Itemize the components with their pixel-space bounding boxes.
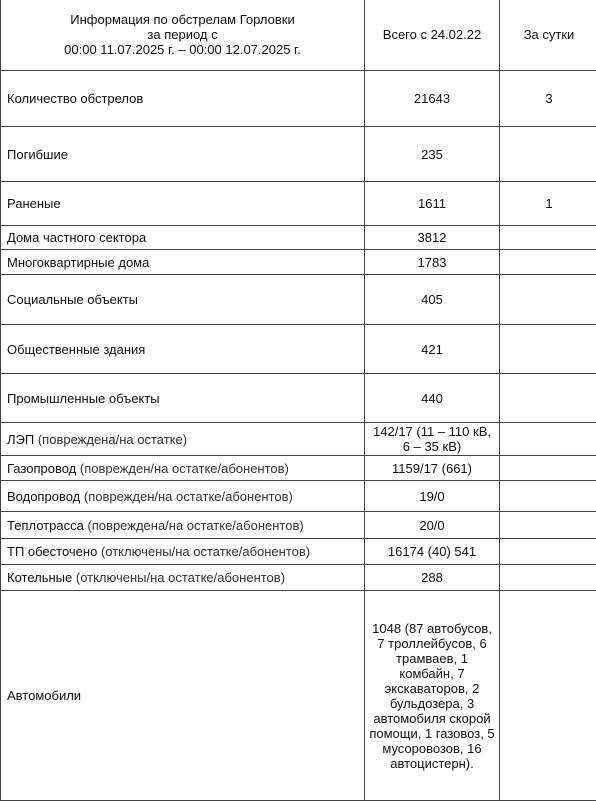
table-row xyxy=(1,226,596,250)
row-label-sub: (повреждена/на остатке/абонентов) xyxy=(87,518,303,533)
row-label-main: Социальные объекты xyxy=(7,292,138,307)
row-total: 1783 xyxy=(365,250,500,275)
row-label xyxy=(1,275,365,325)
table-row xyxy=(1,374,596,423)
row-label-main: Промышленные объекты xyxy=(7,391,160,406)
row-label xyxy=(1,456,365,481)
row-day xyxy=(500,481,596,512)
row-total: 21643 xyxy=(365,71,500,127)
row-label xyxy=(1,182,365,226)
table-row xyxy=(1,423,596,456)
row-label-main: ТП обесточено xyxy=(7,544,97,559)
row-day xyxy=(500,539,596,565)
row-label xyxy=(1,226,365,250)
row-day xyxy=(500,456,596,481)
row-label-sub: (отключены/на остатке/абонентов) xyxy=(76,570,285,585)
row-total: 1611 xyxy=(365,182,500,226)
row-total: 3812 xyxy=(365,226,500,250)
table-row xyxy=(1,512,596,539)
row-label-main: ЛЭП xyxy=(7,432,34,447)
row-total: 19/0 xyxy=(365,481,500,512)
row-day: 3 xyxy=(500,71,596,127)
row-day xyxy=(500,127,596,182)
table-row xyxy=(1,565,596,591)
row-day xyxy=(500,591,596,801)
header-title-cell xyxy=(1,0,365,71)
row-label-main: Раненые xyxy=(7,196,61,211)
row-day: 1 xyxy=(500,182,596,226)
row-label-main: Количество обстрелов xyxy=(7,91,143,106)
table-row xyxy=(1,127,596,182)
row-label xyxy=(1,539,365,565)
header-title-line: 00:00 11.07.2025 г. – 00:00 12.07.2025 г. xyxy=(7,42,358,57)
row-total: 405 xyxy=(365,275,500,325)
table-row xyxy=(1,591,596,801)
row-total: 1159/17 (661) xyxy=(365,456,500,481)
row-total: 16174 (40) 541 xyxy=(365,539,500,565)
row-day xyxy=(500,250,596,275)
row-day xyxy=(500,423,596,456)
table-row xyxy=(1,182,596,226)
table-row xyxy=(1,275,596,325)
row-label-main: Газопровод xyxy=(7,461,76,476)
row-day xyxy=(500,374,596,423)
row-label-sub: (повреждена/на остатке) xyxy=(38,432,187,447)
row-label-main: Котельные xyxy=(7,570,72,585)
row-label-sub: (поврежден/на остатке/абонентов) xyxy=(84,489,293,504)
row-day xyxy=(500,325,596,374)
row-label-main: Погибшие xyxy=(7,147,68,162)
row-day xyxy=(500,565,596,591)
row-label-main: Автомобили xyxy=(7,688,81,703)
row-label-sub: (отключены/на остатке/абонентов) xyxy=(101,544,310,559)
row-day xyxy=(500,226,596,250)
row-total: 1048 (87 автобусов, 7 троллейбусов, 6 трамваев, 1 комбайн, 7 экскаваторов, 2 бульдозера, 3 автомобиля скорой помощи, 1 газовоз, 5 мусоровозов, 16 автоцистерн). xyxy=(365,591,500,801)
row-day xyxy=(500,512,596,539)
header-day-cell: За сутки xyxy=(500,0,596,71)
table-row xyxy=(1,71,596,127)
row-label xyxy=(1,250,365,275)
row-label xyxy=(1,374,365,423)
row-label-main: Теплотрасса xyxy=(7,518,84,533)
row-total: 20/0 xyxy=(365,512,500,539)
row-label xyxy=(1,481,365,512)
row-label xyxy=(1,423,365,456)
row-label-main: Общественные здания xyxy=(7,342,145,357)
table-row xyxy=(1,481,596,512)
table-row xyxy=(1,456,596,481)
row-total: 440 xyxy=(365,374,500,423)
header-title-line: за период с xyxy=(7,27,358,42)
row-label xyxy=(1,591,365,801)
table-row xyxy=(1,325,596,374)
row-total: 142/17 (11 – 110 кВ, 6 – 35 кВ) xyxy=(365,423,500,456)
row-total: 288 xyxy=(365,565,500,591)
table-row xyxy=(1,250,596,275)
row-label xyxy=(1,565,365,591)
row-label xyxy=(1,71,365,127)
header-row xyxy=(1,0,596,71)
row-label xyxy=(1,512,365,539)
row-label xyxy=(1,325,365,374)
row-label-sub: (поврежден/на остатке/абонентов) xyxy=(80,461,289,476)
row-total: 235 xyxy=(365,127,500,182)
table-row xyxy=(1,539,596,565)
row-day xyxy=(500,275,596,325)
header-total-cell: Всего с 24.02.22 xyxy=(365,0,500,71)
row-label xyxy=(1,127,365,182)
row-label-main: Водопровод xyxy=(7,489,80,504)
row-label-main: Многоквартирные дома xyxy=(7,255,149,270)
row-total: 421 xyxy=(365,325,500,374)
row-label-main: Дома частного сектора xyxy=(7,230,146,245)
header-title-line: Информация по обстрелам Горловки xyxy=(7,12,358,27)
